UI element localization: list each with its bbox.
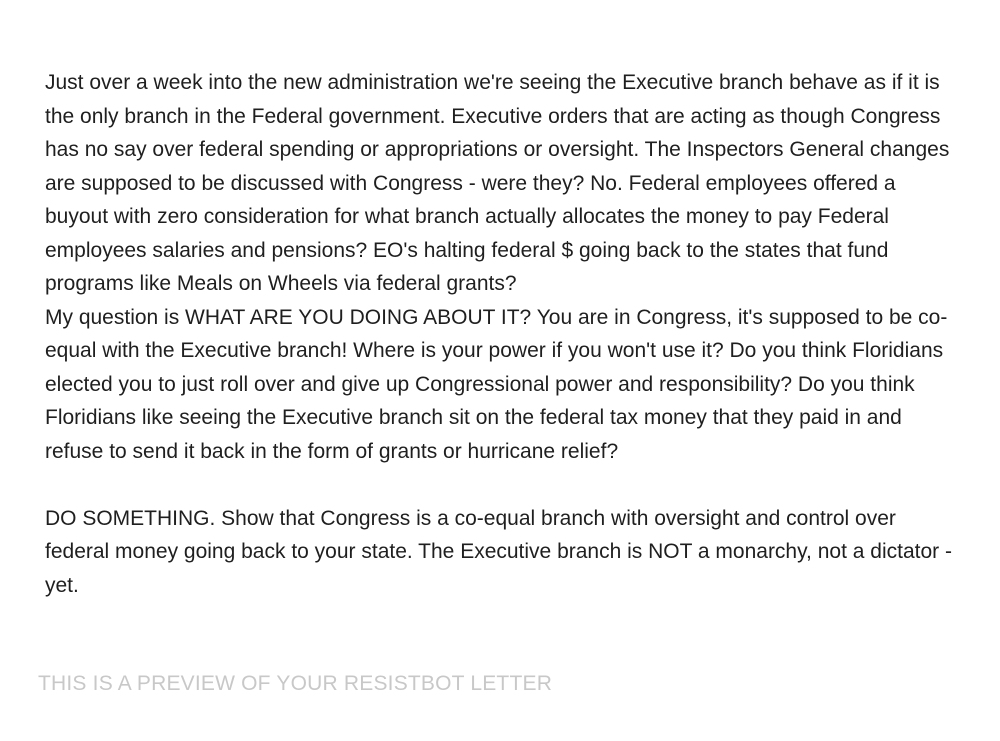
letter-paragraph: My question is WHAT ARE YOU DOING ABOUT IT? You are in Congress, it's supposed to be co-equal with the Executive branch! Where is your power if you won't use it? Do you think Floridians elected you to just roll over and give up Congressional power and responsibility? Do you think Floridians like seeing the Executive branch sit on the federal tax money that they paid in and refuse to send it back in the form of grants or hurricane relief? <box>45 305 948 463</box>
preview-notice: THIS IS A PREVIEW OF YOUR RESISTBOT LETTER <box>38 672 553 695</box>
paragraph-spacer <box>45 468 960 502</box>
letter-paragraph: DO SOMETHING. Show that Congress is a co-equal branch with oversight and control over federal money going back to your state. The Executive branch is NOT a monarchy, not a dictator - yet. <box>45 506 952 597</box>
letter-body <box>45 66 960 602</box>
letter-paragraph: Just over a week into the new administration we're seeing the Executive branch behave as if it is the only branch in the Federal government. Executive orders that are acting as though Congress has no say over federal spending or appropriations or oversight. The Inspectors General changes are supposed to be discussed with Congress - were they? No. Federal employees offered a buyout with zero consideration for what branch actually allocates the money to pay Federal employees salaries and pensions? EO's halting federal $ going back to the states that fund programs like Meals on Wheels via federal grants? <box>45 71 950 295</box>
